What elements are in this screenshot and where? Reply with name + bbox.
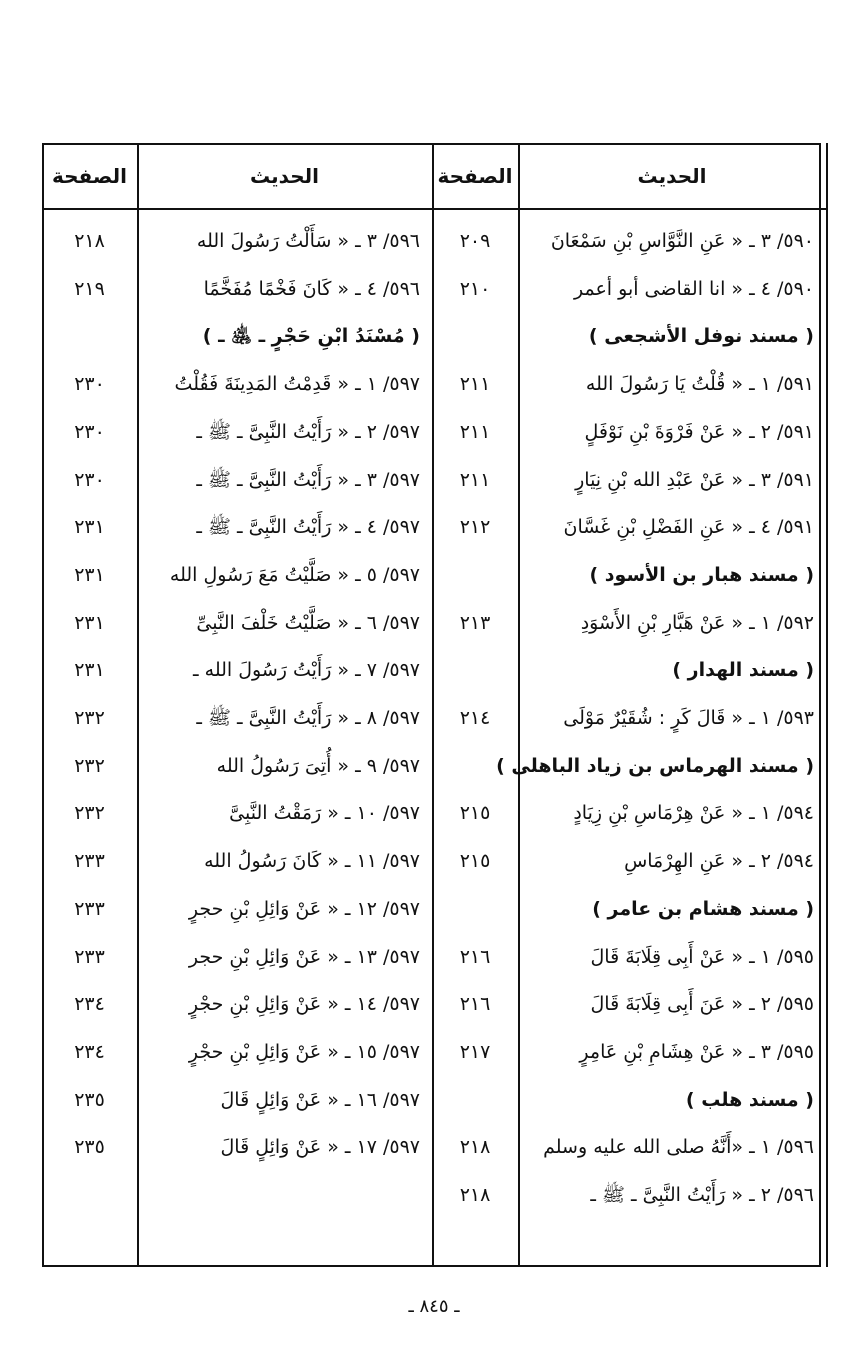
hadith-entry: ٥٩٧/ ٨ ـ « رَأَيْتُ النَّبِىَّ ـ ﷺ ـ xyxy=(196,707,420,729)
section-heading: ( مسند نوفل الأشجعى ) xyxy=(588,325,814,347)
hadith-entry: ٥٩٧/ ٤ ـ « رَأَيْتُ النَّبِىَّ ـ ﷺ ـ xyxy=(196,516,420,538)
page-reference: ٢٣٤ xyxy=(74,1041,105,1063)
page-reference: ٢١١ xyxy=(459,421,491,443)
hadith-entry: ٥٩١/ ٤ ـ « عَنِ الفَضْلِ بْنِ غَسَّانَ xyxy=(563,516,814,538)
page-reference: ٢٣١ xyxy=(74,612,105,634)
header-left-hadith: الحديث xyxy=(249,164,319,188)
page-reference: ٢١٧ xyxy=(459,1041,491,1063)
hadith-entry: ٥٩٤/ ٢ ـ « عَنِ الهِرْمَاسِ xyxy=(624,850,814,872)
hadith-entry: ٥٩٠/ ٤ ـ « انا القاضى أبو أعمر xyxy=(574,278,814,300)
page-reference: ٢٠٩ xyxy=(459,230,491,252)
hadith-entry: ٥٩٦/ ١ ـ «أَنَّهُ صلى الله عليه وسلم xyxy=(543,1136,814,1158)
hadith-entry: ٥٩٧/ ١٦ ـ « عَنْ وَائِلٍ قَالَ xyxy=(220,1089,420,1111)
page-reference: ٢٣١ xyxy=(74,564,105,586)
page-reference: ٢١٩ xyxy=(74,278,105,300)
section-heading: ( مسند هشام بن عامر ) xyxy=(592,898,814,920)
hadith-entry: ٥٩١/ ٢ ـ « عَنْ فَرْوَةَ بْنِ نَوْفَلٍ xyxy=(584,421,814,443)
hadith-entry: ٥٩٧/ ١٥ ـ « عَنْ وَائِلِ بْنِ حجْرٍ xyxy=(188,1041,420,1063)
page-reference: ٢١١ xyxy=(459,373,491,395)
page-reference: ٢٣٠ xyxy=(74,469,105,491)
hadith-entry: ٥٩٠/ ٣ ـ « عَنِ النَّوَّاسِ بْنِ سَمْعَانَ xyxy=(550,230,814,252)
page-reference: ٢٣٥ xyxy=(74,1136,105,1158)
hadith-entry: ٥٩٧/ ٧ ـ « رَأَيْتُ رَسُولَ الله ـ xyxy=(193,659,420,681)
column-divider-right-page xyxy=(518,143,520,1267)
hadith-entry: ٥٩٥/ ١ ـ « عَنْ أَبِى قِلَابَةَ قَالَ xyxy=(590,946,814,968)
column-divider-left-page xyxy=(137,143,139,1267)
section-heading: ( مسند الهرماس بن زياد الباهلى ) xyxy=(496,755,814,777)
page-reference: ٢١٨ xyxy=(459,1136,491,1158)
page-reference: ٢١٥ xyxy=(459,850,491,872)
page-reference: ٢١١ xyxy=(459,469,491,491)
page-reference: ٢٣١ xyxy=(74,516,105,538)
hadith-entry: ٥٩٢/ ١ ـ « عَنْ هَبَّارِ بْنِ الأَسْوَدِ xyxy=(580,612,814,634)
page-reference: ٢١٨ xyxy=(74,230,105,252)
hadith-entry: ٥٩٧/ ١ ـ « قَدِمْتُ المَدِينَةَ فَقُلْتُ xyxy=(174,373,420,395)
header-right-page: الصفحة xyxy=(437,164,513,188)
hadith-entry: ٥٩٧/ ١٤ ـ « عَنْ وَائِلِ بْنِ حجْرٍ xyxy=(188,993,420,1015)
page-number: ـ ٨٤٥ ـ xyxy=(408,1296,460,1317)
section-heading: ( مُسْنَدُ ابْنِ حَجْرٍ ـ ﵁ ـ ) xyxy=(202,325,420,347)
hadith-entry: ٥٩٧/ ١٣ ـ « عَنْ وَائِلِ بْنِ حجر xyxy=(188,946,420,968)
header-left-page: الصفحة xyxy=(51,164,127,188)
hadith-entry: ٥٩١/ ١ ـ « قُلْتُ يَا رَسُولَ الله xyxy=(585,373,814,395)
page-reference: ٢٣٢ xyxy=(74,707,105,729)
table-outer-rule-right xyxy=(826,143,828,1267)
section-heading: ( مسند هبار بن الأسود ) xyxy=(589,564,814,586)
page-reference: ٢١٠ xyxy=(459,278,491,300)
page-reference: ٢١٢ xyxy=(459,516,491,538)
header-rule xyxy=(42,208,828,210)
hadith-entry: ٥٩٣/ ١ ـ « قَالَ كَرٍ : شُقَيْرٌ مَوْلَى xyxy=(563,707,814,729)
page-reference: ٢٣٣ xyxy=(74,850,105,872)
page-reference: ٢١٦ xyxy=(459,946,491,968)
hadith-entry: ٥٩٧/ ٩ ـ « أُتِىَ رَسُولُ الله xyxy=(216,755,420,777)
page-reference: ٢١٣ xyxy=(459,612,491,634)
page-reference: ٢١٨ xyxy=(459,1184,491,1206)
hadith-entry: ٥٩٧/ ١٧ ـ « عَنْ وَائِلٍ قَالَ xyxy=(220,1136,420,1158)
page-reference: ٢٣٣ xyxy=(74,898,105,920)
hadith-entry: ٥٩٧/ ١٢ ـ « عَنْ وَائِلِ بْنِ حجرٍ xyxy=(188,898,420,920)
hadith-entry: ٥٩٦/ ٤ ـ « كَانَ فَخْمًا مُفَخَّمًا xyxy=(203,278,420,300)
page-reference: ٢٣١ xyxy=(74,659,105,681)
page-reference: ٢١٦ xyxy=(459,993,491,1015)
page-reference: ٢٣٤ xyxy=(74,993,105,1015)
page-reference: ٢٣٥ xyxy=(74,1089,105,1111)
hadith-entry: ٥٩٤/ ١ ـ « عَنْ هِرْمَاسِ بْنِ زِيَادٍ xyxy=(573,802,814,824)
hadith-entry: ٥٩٥/ ٣ ـ « عَنْ هِشَامِ بْنِ عَامِرٍ xyxy=(579,1041,814,1063)
hadith-entry: ٥٩٧/ ٦ ـ « صَلَّيْتُ خَلْفَ النَّبِىِّ xyxy=(196,612,420,634)
hadith-entry: ٥٩٦/ ٣ ـ « سَأَلْتُ رَسُولَ الله xyxy=(196,230,420,252)
hadith-entry: ٥٩٦/ ٢ ـ « رَأَيْتُ النَّبِىَّ ـ ﷺ ـ xyxy=(590,1184,814,1206)
hadith-entry: ٥٩٧/ ١١ ـ « كَانَ رَسُولُ الله xyxy=(204,850,420,872)
hadith-entry: ٥٩٧/ ١٠ ـ « رَمَقْتُ النَّبِىَّ xyxy=(229,802,420,824)
hadith-entry: ٥٩٧/ ٥ ـ « صَلَّيْتُ مَعَ رَسُولِ الله xyxy=(169,564,420,586)
hadith-entry: ٥٩١/ ٣ ـ « عَنْ عَبْدِ الله بْنِ نِيَارٍ xyxy=(575,469,814,491)
page-reference: ٢٣٣ xyxy=(74,946,105,968)
header-right-hadith: الحديث xyxy=(637,164,707,188)
page-reference: ٢٣٠ xyxy=(74,373,105,395)
hadith-entry: ٥٩٧/ ٣ ـ « رَأَيْتُ النَّبِىَّ ـ ﷺ ـ xyxy=(196,469,420,491)
hadith-entry: ٥٩٧/ ٢ ـ « رَأَيْتُ النَّبِىَّ ـ ﷺ ـ xyxy=(196,421,420,443)
hadith-entry: ٥٩٥/ ٢ ـ « عَنَ أَبِى قِلَابَةَ قَالَ xyxy=(590,993,814,1015)
section-heading: ( مسند الهدار ) xyxy=(672,659,814,681)
page-reference: ٢٣٠ xyxy=(74,421,105,443)
page-reference: ٢١٥ xyxy=(459,802,491,824)
page-reference: ٢٣٢ xyxy=(74,802,105,824)
section-heading: ( مسند هلب ) xyxy=(685,1089,814,1111)
page-reference: ٢٣٢ xyxy=(74,755,105,777)
page-reference: ٢١٤ xyxy=(459,707,491,729)
